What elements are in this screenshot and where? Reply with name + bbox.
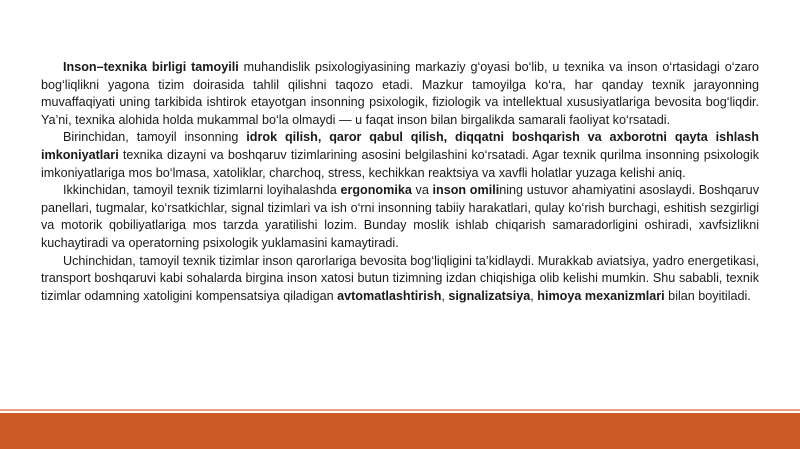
- paragraph-2: [41, 129, 759, 182]
- paragraph-1-segment-1: Inson–texnika birligi tamoyili: [63, 60, 239, 74]
- footer-bar: [0, 413, 800, 449]
- paragraph-2-segment-3: texnika dizayni va boshqaruv tizimlarining asosini belgilashini ko‘rsatadi. Agar texnik qurilma insonning psixologik imkoniyatlariga mos bo‘lmasa, xatoliklar, charchoq, stress, kechikkan reaktsiya va xavfli holatlar yuzaga kelishi aniq.: [41, 147, 759, 180]
- paragraph-3-segment-1: Ikkinchidan, tamoyil texnik tizimlarni loyihalashda: [63, 183, 341, 198]
- paragraph-4: [41, 253, 759, 306]
- paragraph-4-segment-3: ,: [441, 288, 449, 303]
- paragraph-2-segment-1: Birinchidan, tamoyil insonning: [63, 130, 247, 145]
- paragraph-3: [41, 182, 759, 252]
- paragraph-4-segment-6: himoya mexanizmlari: [537, 288, 665, 303]
- paragraph-3-segment-3: va: [411, 183, 433, 198]
- paragraph-1-segment-2: muhandislik psixologiyasining markaziy g‘oyasi bo‘lib, u texnika va inson o‘rtasidagi o‘zaro bog‘liqlikni yagona tizim doirasida tahlil qilishni taqozo etadi. Mazkur tamoyilga ko‘ra, har qanday texnik jarayonning muvaffaqiyati uning tarkibida ishtirok etayotgan insonning psixologik, fiziologik va intellektual xususiyatlariga bevosita bog‘liqdir. Ya’ni, texnika alohida holda mukammal bo‘la olmaydi — u faqat inson bilan birgalikda samarali faoliyat ko‘rsatadi.: [41, 60, 760, 127]
- paragraph-3-segment-5: ning ustuvor ahamiyatini asoslaydi. Boshqaruv panellari, tugmalar, ko‘rsatkichlar, signal tizimlari va ish o‘rni insonning tabiiy harakatlari, qulay ko‘rish burchagi, eshitish sezgirligi va motorik qobiliyatlariga mos tarzda yaratilishi lozim. Bunday moslik ishlab chiqarish samaradorligini oshiradi, xavfsizlikni kuchaytiradi va operatorning psixologik yuklamasini kamaytiradi.: [41, 183, 759, 250]
- paragraph-2-segment-2: idrok qilish, qaror qabul qilish, diqqatni boshqarish va axborotni qayta ishlash imkoniyatlari: [41, 130, 760, 162]
- paragraph-1: [41, 59, 759, 129]
- paragraph-4-segment-4: signalizatsiya: [448, 288, 531, 303]
- paragraph-3-segment-2: ergonomika: [340, 183, 412, 198]
- paragraph-4-segment-1: Uchinchidan, tamoyil texnik tizimlar inson qarorlariga bevosita bog‘liqligini ta’kidlaydi. Murakkab aviatsiya, yadro energetikasi, transport boshqaruvi kabi sohalarda birgina inson xatosi butun tizimning izdan chiqishiga olib kelishi mumkin. Shu sababli, texnik tizimlar odamning xatoligini kompensatsiya qiladigan: [41, 253, 759, 303]
- footer-accent-line: [0, 409, 800, 411]
- paragraph-4-segment-2: avtomatlashtirish: [337, 288, 442, 303]
- paragraph-4-segment-7: bilan boyitiladi.: [664, 288, 751, 303]
- paragraph-4-segment-5: ,: [530, 288, 538, 303]
- document-body: [41, 59, 759, 305]
- paragraph-3-segment-4: inson omili: [432, 183, 500, 198]
